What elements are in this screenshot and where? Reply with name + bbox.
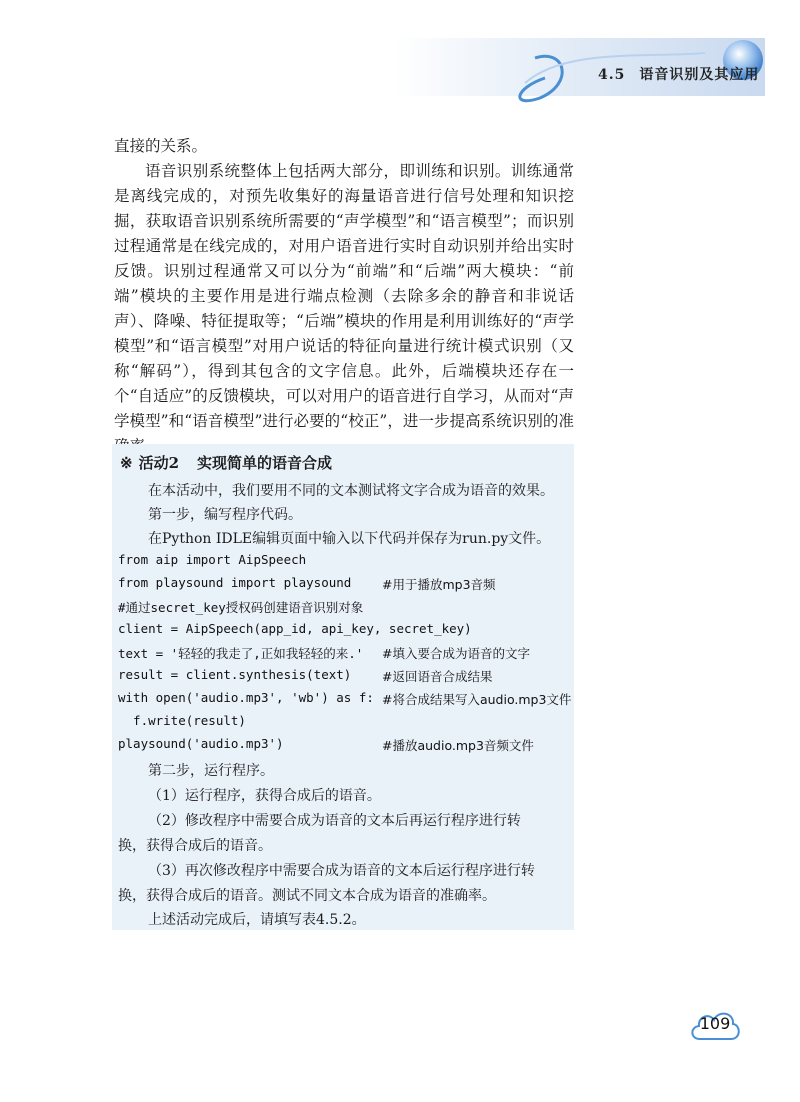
step2-item3-line2: 换，获得合成后的语音。测试不同文本合成为语音的准确率。 <box>118 888 496 904</box>
activity-mark: ※ <box>120 454 133 472</box>
code-line: #通过secret_key授权码创建语音识别对象 <box>118 600 364 615</box>
paragraph-continuation: 直接的关系。 <box>114 137 208 155</box>
section-number: 4.5 <box>598 67 626 83</box>
code-line: playsound('audio.mp3') <box>118 736 284 751</box>
code-comment: #返回语音合成结果 <box>382 669 493 684</box>
code-line: text = '轻轻的我走了,正如我轻轻的来.' <box>118 646 364 661</box>
code-comment: #用于播放mp3音频 <box>382 577 496 592</box>
step1: 第一步，编写程序代码。 <box>148 507 302 523</box>
paragraph-speech-recognition: 语音识别系统整体上包括两大部分，即训练和识别。训练通常是离线完成的，对预先收集好的海量语音进行信号处理和知识挖掘，获取语音识别系统所需要的“声学模型”和“语言模型”；而识别过程通常是在线完成的，对用户语音进行实时自动识别并给出实时反馈。识别过程通常又可以分为“前端”和“后端”两大模块：“前端”模块的主要作用是进行端点检测（去除多余的静音和非说话声）、降噪、特征提取等；“后端”模块的作用是利用训练好的“声学模型”和“语言模型”对用户说话的特征向量进行统计模式识别（又称“解码”），得到其包含的文字信息。此外，后端模块还存在一个“自适应”的反馈模块，可以对用户的语音进行自学习，从而对“声学模型”和“语音模型”进行必要的“校正”，进一步提高系统识别的准 <box>114 162 574 430</box>
activity-title <box>120 452 332 473</box>
code-line: f.write(result) <box>118 713 246 728</box>
code-line: from aip import AipSpeech <box>118 552 307 567</box>
activity-closing: 上述活动完成后，请填写表4.5.2。 <box>148 912 366 928</box>
activity-intro: 在本活动中，我们要用不同的文本测试将文字合成为语音的效果。 <box>148 483 554 499</box>
step2-item2-line2: 换，获得合成后的语音。 <box>118 838 272 854</box>
page-number: 109 <box>699 1014 731 1033</box>
section-title: 语音识别及其应用 <box>639 67 760 83</box>
code-line: from playsound import playsound <box>118 575 352 590</box>
code-comment: #填入要合成为语音的文字 <box>382 646 530 661</box>
activity-box <box>112 444 574 930</box>
step2-item2-line1: （2）修改程序中需要合成为语音的文本后再运行程序进行转 <box>148 813 521 829</box>
step2-item3-line1: （3）再次修改程序中需要合成为语音的文本后运行程序进行转 <box>148 863 535 879</box>
activity-number: 活动2 <box>138 454 180 472</box>
code-line: with open('audio.mp3', 'wb') as f: <box>118 690 374 705</box>
step2-item1: （1）运行程序，获得合成后的语音。 <box>148 788 381 804</box>
code-line: client = AipSpeech(app_id, api_key, secret_key) <box>118 621 472 636</box>
code-comment: #将合成结果写入audio.mp3文件 <box>382 692 572 707</box>
step1-detail: 在Python IDLE编辑页面中输入以下代码并保存为run.py文件。 <box>148 531 551 547</box>
header-section-title <box>598 64 759 84</box>
code-comment: #播放audio.mp3音频文件 <box>382 738 534 753</box>
code-line: result = client.synthesis(text) <box>118 667 352 682</box>
activity-title-text: 实现简单的语音合成 <box>197 454 333 472</box>
step2: 第二步，运行程序。 <box>148 763 274 779</box>
